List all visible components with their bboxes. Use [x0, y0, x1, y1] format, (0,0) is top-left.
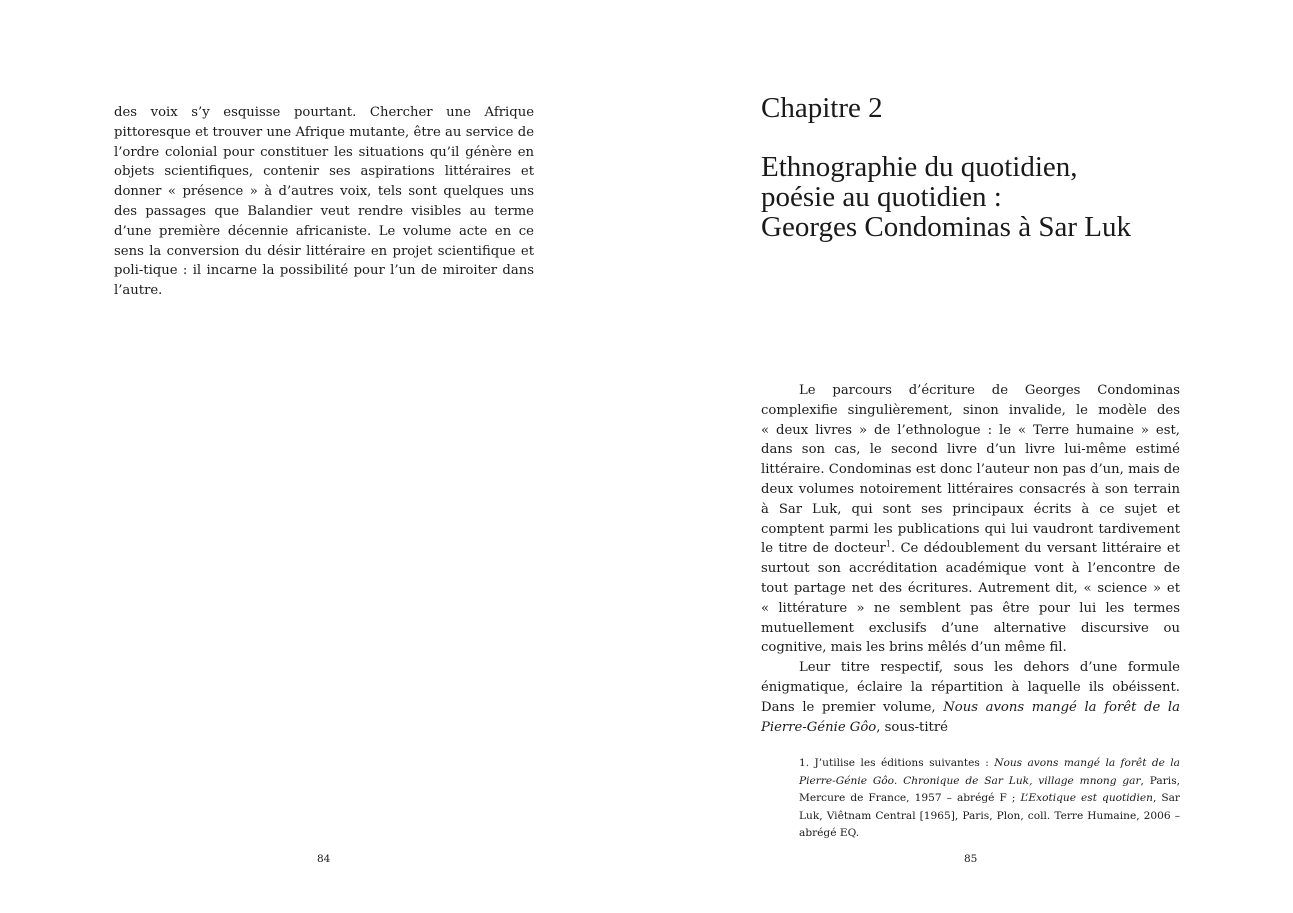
footnote [799, 755, 1180, 843]
page-number-right: 85 [964, 853, 978, 865]
footnote-segment: , Sar Luk, Viêtnam Central [1965], Paris, Plon, coll. Terre Humaine, 2006 – abrégé EQ. [799, 792, 1180, 839]
paragraph-text: . Ce dédoublement du versant littéraire et surtout son accréditation académique vont à l’encontre de tout partage net des écritures. Autrement dit, « science » et « littérature » ne semblent pas être pour lui les termes mutuellement exclusifs d’une alternative discursive ou cognitive, mais les brins mêlés d’un même fil. [761, 541, 1181, 656]
page-number-left: 84 [317, 853, 331, 865]
text-line: des voix s’y esquisse pourtant. Chercher une Afrique pittoresque et [114, 105, 534, 140]
chapter-title [761, 152, 1211, 242]
body-paragraph-2 [761, 658, 1180, 737]
chapter-body [761, 381, 1180, 737]
paragraph-text: , sous-titré [876, 719, 948, 735]
text-line: constituer les situations qu’il génère en objets scientifiques, contenir [114, 144, 534, 180]
left-page [0, 0, 646, 913]
footnote-text [799, 755, 1180, 843]
text-line: tique : il incarne la possibilité pour l’un de miroiter dans l’autre. [114, 263, 534, 299]
left-page-text [114, 103, 534, 301]
text-line: sont quelques uns des passages que Balandier veut rendre visibles [114, 184, 534, 219]
text-line: sens la conversion du désir littéraire en projet scientifique et poli- [114, 243, 534, 279]
body-paragraph-1 [761, 381, 1180, 658]
book-title: Nous avons mangé la forêt de la Pierre-Génie Gôo [761, 699, 1180, 735]
book-title: Nous avons mangé la forêt de la Pierre-Génie Gôo. Chronique de Sar Luk, village mnong gar [799, 757, 1181, 787]
text-line: au terme d’une première décennie africaniste. Le volume acte en ce [114, 203, 534, 239]
chapter-title-line: Georges Condominas à Sar Luk [761, 211, 1131, 243]
footnote-number: 1. [799, 757, 810, 769]
right-page [646, 0, 1293, 913]
paragraph-text: Le parcours d’écriture de Georges Condominas complexifie singulièrement, sinon invalide, le modèle des « deux livres » de l’ethnologue : le « Terre humaine » est, dans son cas, le second livre d’un livre lui-même estimé littéraire. Condominas est donc l’auteur non pas d’un, mais de deux volumes notoirement littéraires consacrés à son terrain à Sar Luk, qui sont ses principaux écrits à ce sujet et comptent parmi les publications qui lui vaudront tardivement le titre de docteur [761, 383, 1180, 557]
paragraph-text: Leur titre respectif, sous les dehors d’une formule énigmatique, éclaire la répartition à laquelle ils obéissent. Dans le premier volume, [761, 660, 1180, 715]
chapter-title-line: poésie au quotidien : [761, 181, 1002, 213]
text-line: trouver une Afrique mutante, être au service de l’ordre colonial pour [114, 124, 534, 160]
text-line: ses aspirations littéraires et donner « présence » à d’autres voix, tels [114, 164, 534, 200]
footnote-segment: J’utilise les éditions suivantes : [809, 757, 995, 769]
left-paragraph [114, 103, 534, 301]
footnote-reference: 1 [885, 539, 891, 549]
book-title: L’Exotique est quotidien [1020, 792, 1153, 804]
chapter-title-line: Ethnographie du quotidien, [761, 151, 1078, 183]
footnote-segment: , Paris, Mercure de France, 1957 – abrégé F ; [799, 774, 1180, 804]
chapter-label: Chapitre 2 [761, 92, 883, 124]
